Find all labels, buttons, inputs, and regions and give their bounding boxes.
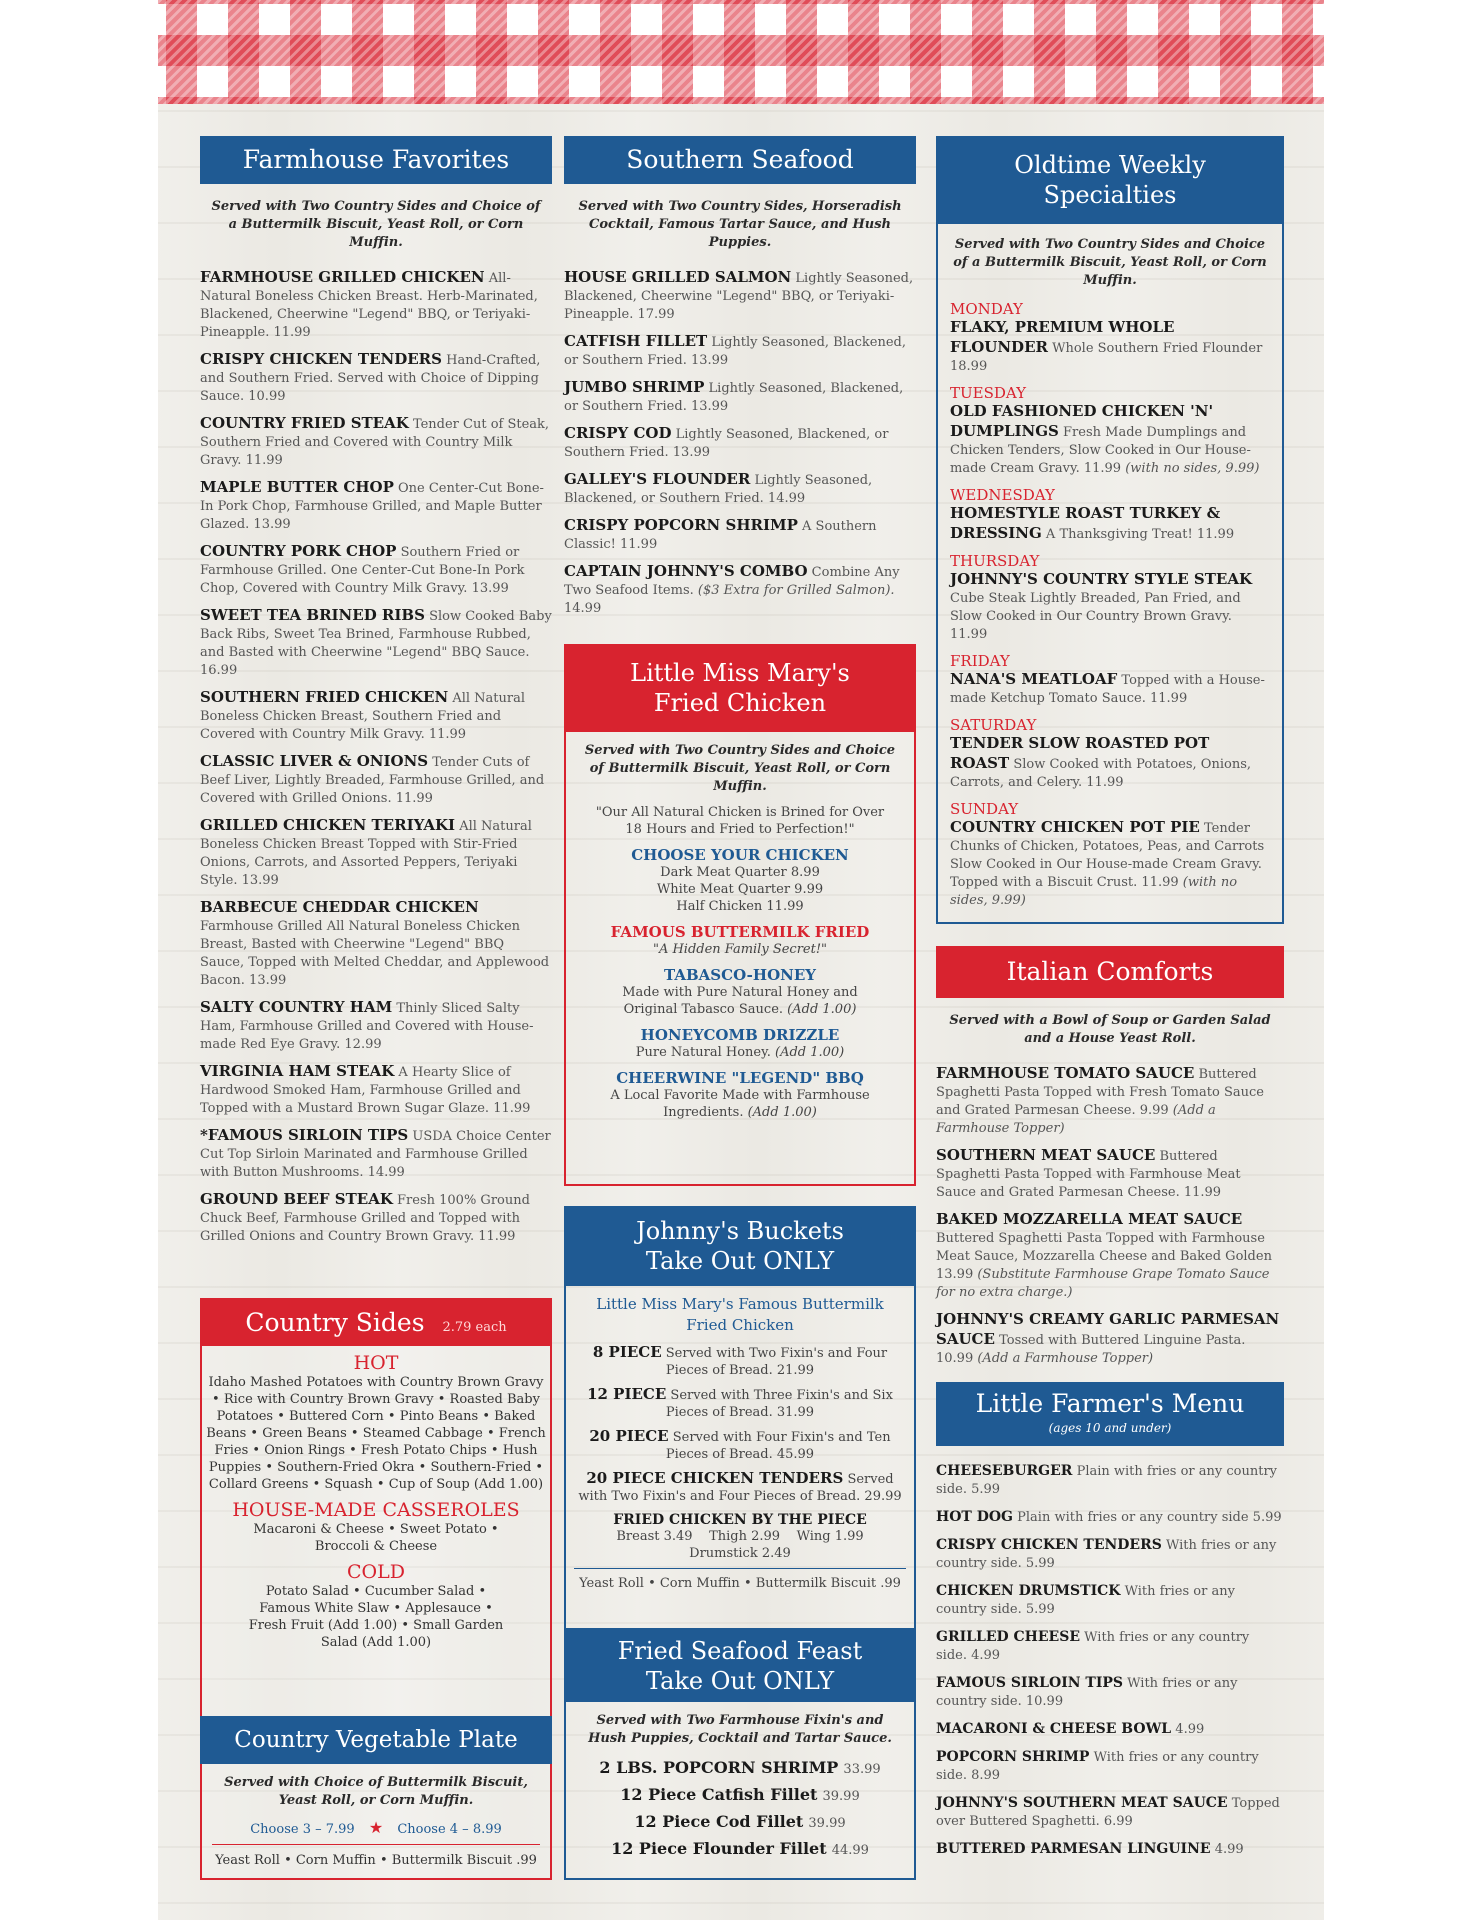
item-desc: Tender Chunks of Chicken, Potatoes, Peas, and Carrots Slow Cooked in Our House-made Cream Gravy. Topped with a Biscuit Crust. 11.99: [950, 821, 1265, 890]
item-name: COUNTRY CHICKEN POT PIE: [950, 818, 1200, 836]
kids-header: [936, 1382, 1284, 1446]
item-desc: Whole Southern Fried Flounder 18.99: [950, 341, 1263, 374]
kids-section: [936, 1382, 1284, 1868]
mary-box: [564, 644, 916, 1186]
item-desc: Plain with fries or any country side. 5.99: [936, 1464, 1277, 1497]
menu-item: [200, 542, 552, 598]
menu-item: [564, 424, 916, 462]
feast-item: [566, 1839, 914, 1858]
item-desc: With fries or any country side. 4.99: [936, 1630, 1250, 1663]
menu-item: [200, 998, 552, 1054]
choose-3: Choose 3 – 7.99: [250, 1822, 355, 1837]
item-desc: 4.99: [1214, 1842, 1244, 1857]
item-note: (with no sides, 9.99): [1125, 461, 1260, 476]
feast-title-2: Take Out ONLY: [645, 1667, 835, 1695]
item-name: GRILLED CHEESE: [936, 1629, 1081, 1645]
item-name: JUMBO SHRIMP: [564, 378, 705, 396]
kids-items: [936, 1462, 1284, 1859]
farmhouse-section: [200, 136, 552, 1254]
feast-item: [566, 1812, 914, 1831]
item-name: CATFISH FILLET: [564, 332, 708, 350]
item-note: (Add a Farmhouse Topper): [977, 1351, 1154, 1366]
item-price: 14.99: [564, 601, 602, 616]
item-name: CAPTAIN JOHNNY'S COMBO: [564, 562, 808, 580]
feast-header: [566, 1632, 914, 1702]
item-name: GROUND BEEF STEAK: [200, 1190, 393, 1208]
menu-item: [936, 1582, 1284, 1619]
casseroles-list: Macaroni & Cheese • Sweet Potato • Broccoli & Cheese: [253, 1522, 499, 1554]
item-desc: Topped over Buttered Spaghetti. 6.99: [936, 1796, 1280, 1829]
item-desc: With fries or any country side. 8.99: [936, 1750, 1259, 1783]
item-name: CRISPY COD: [564, 424, 672, 442]
item-desc: Slow Cooked Baby Back Ribs, Sweet Tea Brined, Farmhouse Rubbed, and Basted with Cheerwine "Legend" BBQ Sauce. 16.99: [200, 609, 552, 678]
sides-title: Country Sides: [245, 1308, 425, 1337]
day-label: SUNDAY: [950, 800, 1019, 818]
item-name: JOHNNY'S SOUTHERN MEAT SAUCE: [936, 1795, 1228, 1811]
veg-choices: [202, 1818, 550, 1837]
menu-sheet: [158, 0, 1324, 1920]
italian-intro: Served with a Bowl of Soup or Garden Salad and a House Yeast Roll.: [949, 1013, 1271, 1046]
cheerwine-desc: A Local Favorite Made with Farmhouse Ingredients.: [610, 1088, 870, 1120]
secret-text: "A Hidden Family Secret!": [652, 942, 828, 957]
item-name: OLD FASHIONED CHICKEN 'N' DUMPLINGS: [950, 402, 1214, 440]
honeycomb-add: (Add 1.00): [775, 1045, 845, 1060]
item-desc: All-Natural Boneless Chicken Breast. Herb-Marinated, Blackened, Cheerwine "Legend" BBQ, or Teriyaki-Pineapple. 11.99: [200, 271, 538, 340]
bucket-name: 20 PIECE CHICKEN TENDERS: [586, 1469, 844, 1487]
dark-quarter: Dark Meat Quarter 8.99: [660, 865, 820, 880]
bucket-name: 8 PIECE: [592, 1343, 662, 1361]
menu-item: [564, 378, 916, 416]
item-name: GALLEY'S FLOUNDER: [564, 470, 751, 488]
weekly-item: [950, 552, 1270, 644]
day-label: FRIDAY: [950, 652, 1010, 670]
weekly-box: [936, 136, 1284, 924]
item-name: HOT DOG: [936, 1509, 1014, 1525]
italian-items: [936, 1064, 1284, 1368]
item-name: JOHNNY'S COUNTRY STYLE STEAK: [950, 570, 1253, 588]
menu-item: [200, 1062, 552, 1118]
item-name: VIRGINIA HAM STEAK: [200, 1062, 395, 1080]
item-name: SOUTHERN MEAT SAUCE: [936, 1146, 1156, 1164]
half-chicken: Half Chicken 11.99: [676, 899, 804, 914]
item-name: HOMESTYLE ROAST TURKEY & DRESSING: [950, 504, 1221, 542]
item-note: ($3 Extra for Grilled Salmon).: [697, 583, 895, 598]
tabasco-add: (Add 1.00): [787, 1002, 857, 1017]
weekly-item: [950, 652, 1270, 708]
item-desc: All Natural Boneless Chicken Breast, Southern Fried and Covered with Country Milk Gravy. 11.99: [200, 691, 526, 742]
menu-item: [200, 606, 552, 680]
item-desc: Plain with fries or any country side 5.99: [1017, 1510, 1282, 1525]
item-desc: USDA Choice Center Cut Top Sirloin Marinated and Farmhouse Grilled with Button Mushrooms. 14.99: [200, 1129, 551, 1180]
sides-header: [202, 1300, 550, 1346]
item-desc: Topped with a House-made Ketchup Tomato Sauce. 11.99: [950, 673, 1265, 706]
menu-item: [936, 1508, 1284, 1527]
farmhouse-items: [200, 268, 552, 1246]
bucket-name: 20 PIECE: [589, 1427, 669, 1445]
menu-item: [936, 1720, 1284, 1739]
weekly-item: [950, 486, 1270, 544]
bucket-desc: Served with Four Fixin's and Ten Pieces of Bread. 45.99: [665, 1430, 891, 1462]
item-name: BAKED MOZZARELLA MEAT SAUCE: [936, 1210, 1243, 1228]
buckets-box: [564, 1206, 916, 1630]
menu-item: [200, 688, 552, 744]
menu-item: [936, 1794, 1284, 1831]
honeycomb-desc: Pure Natural Honey.: [635, 1045, 771, 1060]
menu-item: [200, 268, 552, 342]
veg-breads: Yeast Roll • Corn Muffin • Buttermilk Biscuit .99: [215, 1853, 537, 1868]
veg-divider: [212, 1844, 540, 1845]
menu-item: [936, 1064, 1284, 1138]
item-name: MACARONI & CHEESE BOWL: [936, 1721, 1172, 1737]
feast-item: [566, 1785, 914, 1804]
item-desc: Lightly Seasoned, Blackened, or Southern Fried. 13.99: [564, 427, 889, 460]
item-desc: A Southern Classic! 11.99: [564, 519, 877, 552]
item-desc: A Thanksgiving Treat! 11.99: [1045, 527, 1235, 542]
cold-list: Potato Salad • Cucumber Salad • Famous White Slaw • Applesauce • Fresh Fruit (Add 1.00) • Small Garden Salad (Add 1.00): [248, 1584, 504, 1650]
menu-item: [936, 1462, 1284, 1499]
item-name: SALTY COUNTRY HAM: [200, 998, 393, 1016]
item-name: JOHNNY'S CREAMY GARLIC PARMESAN SAUCE: [936, 1310, 1280, 1348]
item-name: FARMHOUSE TOMATO SAUCE: [936, 1064, 1195, 1082]
item-desc: One Center-Cut Bone-In Pork Chop, Farmhouse Grilled, and Maple Butter Glazed. 13.99: [200, 481, 544, 532]
item-desc: Tender Cuts of Beef Liver, Lightly Breaded, Farmhouse Grilled, and Covered with Grilled Onions. 11.99: [200, 755, 545, 806]
star-icon: ★: [368, 1818, 384, 1837]
day-label: SATURDAY: [950, 716, 1037, 734]
feast-price: 33.99: [843, 1762, 881, 1777]
seafood-intro: Served with Two Country Sides, Horseradish Cocktail, Famous Tartar Sauce, and Hush Puppies.: [578, 199, 902, 250]
menu-item: [936, 1748, 1284, 1785]
buckets-header: [566, 1208, 914, 1286]
item-desc: Tossed with Buttered Linguine Pasta. 10.99: [936, 1333, 1246, 1366]
gingham-banner: [158, 0, 1324, 104]
item-name: MAPLE BUTTER CHOP: [200, 478, 394, 496]
item-name: FAMOUS SIRLOIN TIPS: [936, 1675, 1124, 1691]
item-name: COUNTRY PORK CHOP: [200, 542, 397, 560]
menu-item: [564, 562, 916, 618]
day-label: THURSDAY: [950, 552, 1040, 570]
day-label: TUESDAY: [950, 384, 1027, 402]
sides-price: 2.79 each: [442, 1320, 507, 1335]
item-desc: Lightly Seasoned, Blackened, or Southern Fried. 13.99: [564, 381, 904, 414]
item-desc: Buttered Spaghetti Pasta Topped with Farmhouse Meat Sauce, Mozzarella Cheese and Baked Golden 13.99: [936, 1231, 1272, 1282]
item-name: *FAMOUS SIRLOIN TIPS: [200, 1126, 409, 1144]
bucket-name: 12 PIECE: [587, 1385, 667, 1403]
mary-quote: "Our All Natural Chicken is Brined for Over 18 Hours and Fried to Perfection!": [595, 805, 885, 837]
weekly-intro: Served with Two Country Sides and Choice of a Buttermilk Biscuit, Yeast Roll, or Corn Muffin.: [953, 237, 1267, 288]
item-name: SWEET TEA BRINED RIBS: [200, 606, 425, 624]
sides-box: [200, 1298, 552, 1880]
menu-item: [936, 1628, 1284, 1665]
item-desc: Buttered Spaghetti Pasta Topped with Farmhouse Meat Sauce and Grated Parmesan Cheese. 11.99: [936, 1149, 1241, 1200]
feast-name: 2 LBS. POPCORN SHRIMP: [599, 1758, 839, 1777]
item-name: CLASSIC LIVER & ONIONS: [200, 752, 429, 770]
menu-item: [200, 478, 552, 534]
buckets-title-1: Johnny's Buckets: [636, 1217, 844, 1245]
day-label: WEDNESDAY: [950, 486, 1055, 504]
menu-item: [936, 1674, 1284, 1711]
item-desc: Buttered Spaghetti Pasta Topped with Fresh Tomato Sauce and Grated Parmesan Cheese. 9.99: [936, 1067, 1264, 1118]
item-name: POPCORN SHRIMP: [936, 1749, 1090, 1765]
item-desc: Lightly Seasoned, Blackened, or Southern Fried. 14.99: [564, 473, 873, 506]
honeycomb-label: HONEYCOMB DRIZZLE: [640, 1026, 840, 1044]
feast-items: [566, 1758, 914, 1858]
bucket-desc: Served with Two Fixin's and Four Pieces of Bread. 29.99: [578, 1472, 902, 1504]
item-name: FLAKY, PREMIUM WHOLE FLOUNDER: [950, 318, 1175, 356]
feast-item: [566, 1758, 914, 1777]
weekly-items: [938, 300, 1282, 910]
weekly-item: [950, 384, 1270, 478]
menu-item: [564, 470, 916, 508]
item-desc: Southern Fried or Farmhouse Grilled. One Center-Cut Bone-In Pork Chop, Covered with Country Milk Gravy. 13.99: [200, 545, 525, 596]
menu-item: [936, 1146, 1284, 1202]
menu-item: [200, 752, 552, 808]
day-label: MONDAY: [950, 300, 1023, 318]
item-name: BARBECUE CHEDDAR CHICKEN: [200, 898, 479, 916]
kids-title: Little Farmer's Menu: [975, 1389, 1245, 1418]
hot-list: Idaho Mashed Potatoes with Country Brown Gravy • Rice with Country Brown Gravy • Roasted Baby Potatoes • Buttered Corn • Pinto Beans • Baked Beans • Green Beans • Steamed Cabbage • French Fries • Onion Rings • Fresh Potato Chips • Hush Puppies • Southern-Fried Okra • Southern-Fried • Collard Greens • Squash • Cup of Soup (Add 1.00): [206, 1375, 546, 1492]
item-desc: Fresh Made Dumplings and Chicken Tenders, Slow Cooked in Our House-made Cream Gravy. 11.99: [950, 425, 1251, 476]
item-desc: All Natural Boneless Chicken Breast Topped with Stir-Fried Onions, Carrots, and Assorted Peppers, Teriyaki Style. 13.99: [200, 819, 532, 888]
item-name: BUTTERED PARMESAN LINGUINE: [936, 1841, 1211, 1857]
menu-item: [936, 1840, 1284, 1859]
item-name: SOUTHERN FRIED CHICKEN: [200, 688, 449, 706]
item-desc: Lightly Seasoned, Blackened, Cheerwine "Legend" BBQ, or Teriyaki-Pineapple. 17.99: [564, 271, 914, 322]
veg-intro: Served with Choice of Buttermilk Biscuit, Yeast Roll, or Corn Muffin.: [224, 1775, 528, 1808]
feast-name: 12 Piece Cod Fillet: [634, 1812, 804, 1831]
tabasco-desc: Made with Pure Natural Honey and Original Tabasco Sauce.: [622, 985, 858, 1017]
mary-header: [566, 646, 914, 732]
item-desc: Lightly Seasoned, Blackened, or Southern Fried. 13.99: [564, 335, 906, 368]
farmhouse-title: Farmhouse Favorites: [200, 136, 552, 184]
item-name: NANA'S MEATLOAF: [950, 670, 1118, 688]
item-desc: Cube Steak Lightly Breaded, Pan Fried, and Slow Cooked in Our Country Brown Gravy. 11.99: [950, 591, 1241, 642]
item-desc: Fresh 100% Ground Chuck Beef, Farmhouse Grilled and Topped with Grilled Onions and Country Brown Gravy. 11.99: [200, 1193, 530, 1244]
feast-price: 39.99: [822, 1789, 860, 1804]
menu-item: [936, 1536, 1284, 1573]
bucket-desc: Served with Three Fixin's and Six Pieces of Bread. 31.99: [665, 1388, 893, 1420]
menu-item: [200, 1190, 552, 1246]
by-piece-line-1: Breast 3.49 Thigh 2.99 Wing 1.99: [616, 1529, 864, 1544]
by-piece-title: FRIED CHICKEN BY THE PIECE: [613, 1512, 867, 1528]
feast-name: 12 Piece Catfish Fillet: [620, 1785, 818, 1804]
mary-title-2: Fried Chicken: [653, 689, 827, 717]
bucket-item: [576, 1470, 904, 1505]
weekly-header: [938, 138, 1282, 224]
by-piece-line-2: Drumstick 2.49: [689, 1546, 791, 1561]
casseroles-label: HOUSE-MADE CASSEROLES: [232, 1499, 520, 1521]
kids-sub: (ages 10 and under): [1048, 1421, 1172, 1435]
menu-item: [564, 516, 916, 554]
white-quarter: White Meat Quarter 9.99: [656, 882, 824, 897]
item-desc: With fries or any country side. 5.99: [936, 1538, 1277, 1571]
item-note: (Substitute Farmhouse Grape Tomato Sauce for no extra charge.): [936, 1267, 1270, 1300]
bucket-items: [566, 1344, 914, 1505]
item-desc: 4.99: [1175, 1722, 1205, 1737]
feast-price: 44.99: [831, 1843, 869, 1858]
italian-section: [936, 946, 1284, 1376]
bucket-desc: Served with Two Fixin's and Four Pieces of Bread. 21.99: [665, 1346, 888, 1378]
item-desc: Farmhouse Grilled All Natural Boneless Chicken Breast, Basted with Cheerwine "Legend" BBQ Sauce, Topped with Melted Cheddar, and Applewood Bacon. 13.99: [200, 919, 550, 988]
bucket-item: [576, 1386, 904, 1421]
item-name: CRISPY CHICKEN TENDERS: [200, 350, 442, 368]
item-desc: A Hearty Slice of Hardwood Smoked Ham, Farmhouse Grilled and Topped with a Mustard Brown Sugar Glaze. 11.99: [200, 1065, 531, 1116]
cheerwine-label: CHEERWINE "LEGEND" BBQ: [616, 1069, 864, 1087]
bucket-item: [576, 1344, 904, 1379]
seafood-section: [564, 136, 916, 626]
weekly-item: [950, 716, 1270, 792]
weekly-title-1: Oldtime Weekly: [1014, 151, 1206, 179]
mary-title-1: Little Miss Mary's: [630, 659, 850, 687]
item-name: HOUSE GRILLED SALMON: [564, 268, 792, 286]
feast-intro: Served with Two Farmhouse Fixin's and Hush Puppies, Cocktail and Tartar Sauce.: [588, 1713, 892, 1746]
item-note: (with no sides, 9.99): [950, 875, 1238, 908]
menu-item: [200, 414, 552, 470]
bucket-item: [576, 1428, 904, 1463]
menu-item: [936, 1210, 1284, 1302]
item-desc: Tender Cut of Steak, Southern Fried and Covered with Country Milk Gravy. 11.99: [200, 417, 550, 468]
weekly-item: [950, 300, 1270, 376]
item-name: CHEESEBURGER: [936, 1463, 1073, 1479]
item-desc: With fries or any country side. 10.99: [936, 1676, 1238, 1709]
buckets-sub: Little Miss Mary's Famous Buttermilk Fried Chicken: [596, 1295, 884, 1334]
buckets-breads: Yeast Roll • Corn Muffin • Buttermilk Biscuit .99: [574, 1568, 906, 1592]
farmhouse-intro: Served with Two Country Sides and Choice of a Buttermilk Biscuit, Yeast Roll, or Corn Muffin.: [211, 199, 541, 250]
seafood-items: [564, 268, 916, 618]
feast-title-1: Fried Seafood Feast: [617, 1637, 863, 1665]
cold-label: COLD: [347, 1561, 405, 1583]
menu-item: [200, 1126, 552, 1182]
feast-box: [564, 1630, 916, 1880]
cheerwine-add: (Add 1.00): [747, 1105, 817, 1120]
feast-price: 39.99: [808, 1816, 846, 1831]
item-desc: Hand-Crafted, and Southern Fried. Served with Choice of Dipping Sauce. 10.99: [200, 353, 541, 404]
item-name: COUNTRY FRIED STEAK: [200, 414, 409, 432]
item-desc: Thinly Sliced Salty Ham, Farmhouse Grilled and Covered with House-made Red Eye Gravy. 12.99: [200, 1001, 534, 1052]
italian-title: Italian Comforts: [936, 946, 1284, 998]
famous-fried-label: FAMOUS BUTTERMILK FRIED: [610, 923, 870, 941]
menu-item: [564, 332, 916, 370]
item-name: GRILLED CHICKEN TERIYAKI: [200, 816, 456, 834]
mary-intro: Served with Two Country Sides and Choice of Buttermilk Biscuit, Yeast Roll, or Corn Muffin.: [584, 743, 896, 794]
menu-item: [200, 898, 552, 990]
veg-title: Country Vegetable Plate: [200, 1716, 552, 1764]
item-name: CRISPY POPCORN SHRIMP: [564, 516, 798, 534]
seafood-title: Southern Seafood: [564, 136, 916, 184]
feast-name: 12 Piece Flounder Fillet: [611, 1839, 827, 1858]
menu-item: [936, 1310, 1284, 1368]
item-name: FARMHOUSE GRILLED CHICKEN: [200, 268, 485, 286]
menu-item: [564, 268, 916, 324]
item-name: TENDER SLOW ROASTED POT ROAST: [950, 734, 1210, 772]
item-name: CHICKEN DRUMSTICK: [936, 1583, 1121, 1599]
item-desc: With fries or any country side. 5.99: [936, 1584, 1235, 1617]
hot-label: HOT: [353, 1352, 399, 1374]
item-note: (Add a Farmhouse Topper): [936, 1103, 1216, 1136]
item-desc: Combine Any Two Seafood Items.: [564, 565, 900, 598]
choose-4: Choose 4 – 8.99: [397, 1822, 502, 1837]
weekly-item: [950, 800, 1270, 910]
tabasco-label: TABASCO-HONEY: [664, 966, 816, 984]
weekly-title-2: Specialties: [1043, 181, 1177, 209]
item-name: CRISPY CHICKEN TENDERS: [936, 1537, 1162, 1553]
menu-item: [200, 350, 552, 406]
menu-item: [200, 816, 552, 890]
choose-chicken-label: CHOOSE YOUR CHICKEN: [631, 846, 849, 864]
buckets-title-2: Take Out ONLY: [645, 1247, 835, 1275]
item-desc: Slow Cooked with Potatoes, Onions, Carrots, and Celery. 11.99: [950, 757, 1251, 790]
